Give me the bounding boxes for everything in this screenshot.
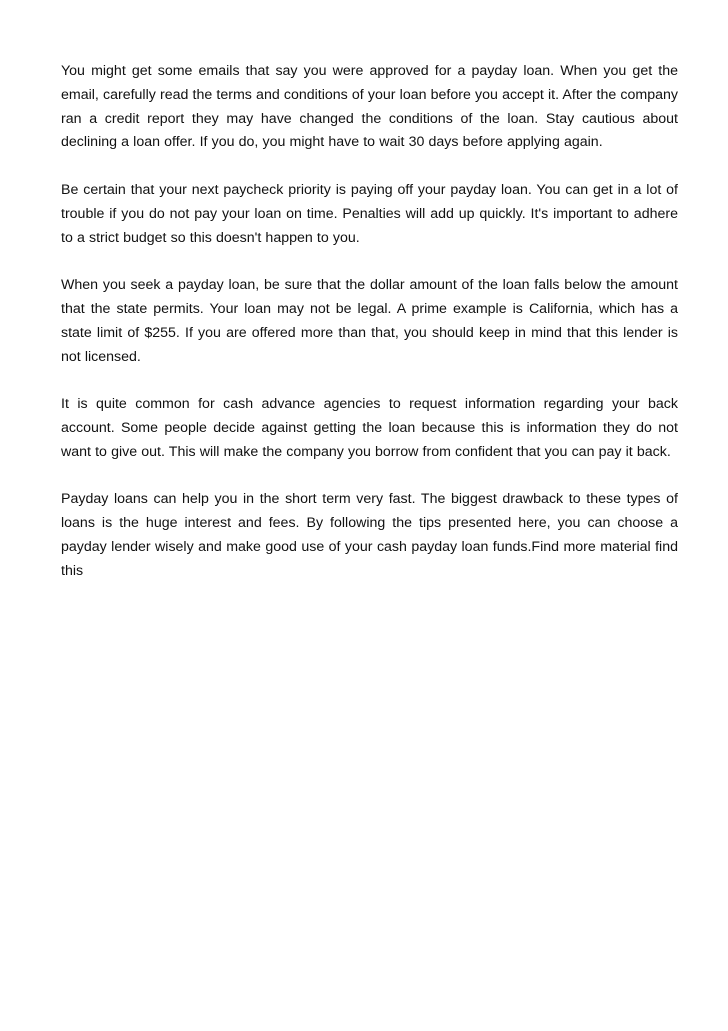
paragraph-5: Payday loans can help you in the short term very fast. The biggest drawback to these types of loans is the huge interest and fees. By following the tips presented here, you can choose a payday lender wisely and make good use of your cash payday loan funds.Find more material find this <box>61 491 678 579</box>
paragraph-2: Be certain that your next paycheck priority is paying off your payday loan. You can get in a lot of trouble if you do not pay your loan on time. Penalties will add up quickly. It's important to adhere to a strict budget so this doesn't happen to you. <box>61 181 678 246</box>
paragraph-3: When you seek a payday loan, be sure that the dollar amount of the loan falls below the amount that the state permits. Your loan may not be legal. A prime example is California, which has a state limit of $255. If you are offered more than that, you should keep in mind that this lender is not licensed. <box>61 277 678 365</box>
paragraph-1: You might get some emails that say you were approved for a payday loan. When you get the email, carefully read the terms and conditions of your loan before you accept it. After the company ran a credit report they may have changed the conditions of the loan. Stay cautious about declining a loan offer. If you do, you might have to wait 30 days before applying again. <box>61 63 678 151</box>
paragraph-4: It is quite common for cash advance agencies to request information regarding your back account. Some people decide against getting the loan because this is information they do not want to give out. This will make the company you borrow from confident that you can pay it back. <box>61 396 678 460</box>
